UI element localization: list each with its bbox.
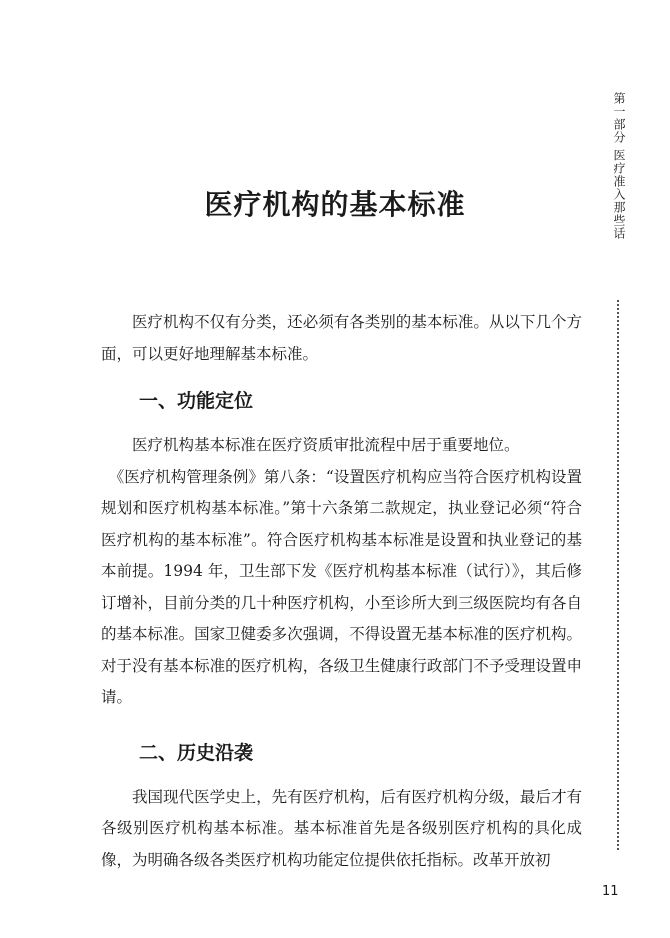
paragraph: 我国现代医学史上，先有医疗机构，后有医疗机构分级，最后才有各级别医疗机构基本标准。基本标准首先是各级别医疗机构的具化成像，为明确各级各类医疗机构功能定位提供依托指标。改革开放初 — [101, 787, 582, 869]
intro-paragraph: 医疗机构不仅有分类，还必须有各类别的基本标准。从以下几个方面，可以更好地理解基本标准。 — [101, 313, 582, 363]
paragraph: 医疗机构基本标准在医疗资质审批流程中居于重要地位。 — [132, 436, 520, 454]
body-text — [101, 307, 582, 876]
paragraph: 《医疗机构管理条例》第八条：“设置医疗机构应当符合医疗机构设置规划和医疗机构基本标准。”第十六条第二款规定，执业登记必须“符合医疗机构的基本标准”。符合医疗机构基本标准是设置和执业登记的基本前提。1994 年，卫生部下发《医疗机构基本标准（试行）》，其后修订增补，目前分类的几十种医疗机构，小至诊所大到三级医院均有各自的基本标准。国家卫健委多次强调，不得设置无基本标准的医疗机构。对于没有基本标准的医疗机构，各级卫生健康行政部门不予受理设置申请。 — [101, 467, 582, 706]
side-dotted-line — [617, 300, 619, 850]
chapter-side-tab: 第一部分 医疗准入那些话 — [612, 92, 626, 240]
page-title: 医疗机构的基本标准 — [204, 188, 466, 221]
page-number: 11 — [602, 884, 619, 899]
section-heading-function: 一、功能定位 — [139, 390, 254, 412]
section-heading-history: 二、历史沿袭 — [139, 741, 254, 764]
